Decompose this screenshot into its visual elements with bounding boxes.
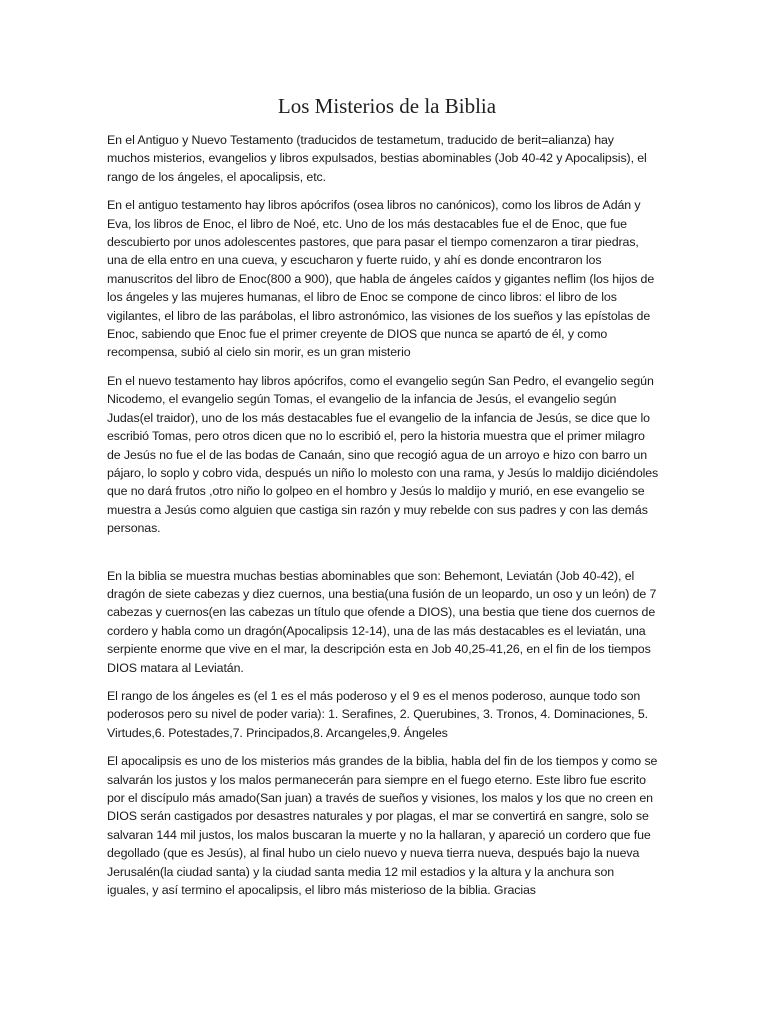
paragraph-nuevo-testamento: En el nuevo testamento hay libros apócrifos, como el evangelio según San Pedro, el evangelio según Nicodemo, el evangelio según Tomas, el evangelio de la infancia de Jesús, el evangelio según Judas(el traidor), uno de los más destacables fue el evangelio de la infancia de Jesús, se dice que lo escribió Tomas, pero otros dicen que no lo escribió el, pero la historia muestra que el primer milagro de Jesús no fue el de las bodas de Canaán, sino que recogió agua de un arroyo e hizo con barro un pájaro, lo soplo y cobro vida, después un niño lo molesto con una rama, y Jesús lo maldijo diciéndoles que no dará frutos ,otro niño lo golpeo en el hombro y Jesús lo maldijo y murió, en ese evangelio se muestra a Jesús como alguien que castiga sin razón y muy rebelde con sus padres y con las demás personas. [107,373,659,536]
paragraph-intro: En el Antiguo y Nuevo Testamento (traducidos de testametum, traducido de berit=alianza) hay muchos misterios, evangelios y libros expulsados, bestias abominables (Job 40-42 y Apocalipsis), el rango de los ángeles, el apocalipsis, etc. [107,133,647,184]
paragraph-rango-angeles: El rango de los ángeles es (el 1 es el más poderoso y el 9 es el menos poderoso, aunque todo son poderosos pero su nivel de poder varia): 1. Serafines, 2. Querubines, 3. Tronos, 4. Dominaciones, 5. Virtudes,6. Potestades,7. Principados,8. Arcangeles,9. Ángeles [107,688,649,740]
paragraph-bestias: En la biblia se muestra muchas bestias abominables que son: Behemont, Leviatán (Job 40-42), el dragón de siete cabezas y diez cuernos, una bestia(una fusión de un leopardo, un oso y un león) de 7 cabezas y cuernos(en las cabezas un título que ofende a DIOS), una bestia que tiene dos cuernos de cordero y habla como un dragón(Apocalipsis 12-14), una de las más destacables es el leviatán, una serpiente enorme que vive en el mar, la descripción esta en Job 40,25-41,26, en el fin de los tiempos DIOS matara al Leviatán. [107,568,657,675]
paragraph-apocalipsis: El apocalipsis es uno de los misterios más grandes de la biblia, habla del fin de los tiempos y como se salvarán los justos y los malos permanecerán para siempre en el fuego eterno. Este libro fue escrito por el discípulo más amado(San juan) a través de sueños y visiones, los malos y los que no creen en DIOS serán castigados por desastres naturales y por plagas, el mar se convertirá en sangre, solo se salvaran 144 mil justos, los malos buscaran la muerte y no la hallaran, y apareció un cordero que fue degollado (que es Jesús), al final hubo un cielo nuevo y nueva tierra nueva, después bajo la nueva Jerusalén(la ciudad santa) y la ciudad santa media 12 mil estadios y la altura y la anchura son iguales, y así termino el apocalipsis, el libro más misterioso de la biblia. Gracias [107,754,658,898]
paragraph-antiguo-testamento: En el antiguo testamento hay libros apócrifos (osea libros no canónicos), como los libros de Adán y Eva, los libros de Enoc, el libro de Noé, etc. Uno de los más destacables fue el de Enoc, que fue descubierto por unos adolescentes pastores, que para pasar el tiempo comenzaron a tirar piedras, una de ella entro en una cueva, y escucharon y fuerte ruido, y ahí es donde encontraron los manuscritos del libro de Enoc(800 a 900), que habla de ángeles caídos y gigantes neflim (los hijos de los ángeles y las mujeres humanas, el libro de Enoc se compone de cinco libros: el libro de los vigilantes, el libro de las parábolas, el libro astronómico, las visiones de los sueños y las epístolas de Enoc, sabiendo que Enoc fue el primer creyente de DIOS que nunca se apartó de él, y como recompensa, subió al cielo sin morir, es un gran misterio [107,198,655,360]
document-title: Los Misterios de la Biblia [277,94,497,118]
paragraph-spacer [107,548,659,567]
